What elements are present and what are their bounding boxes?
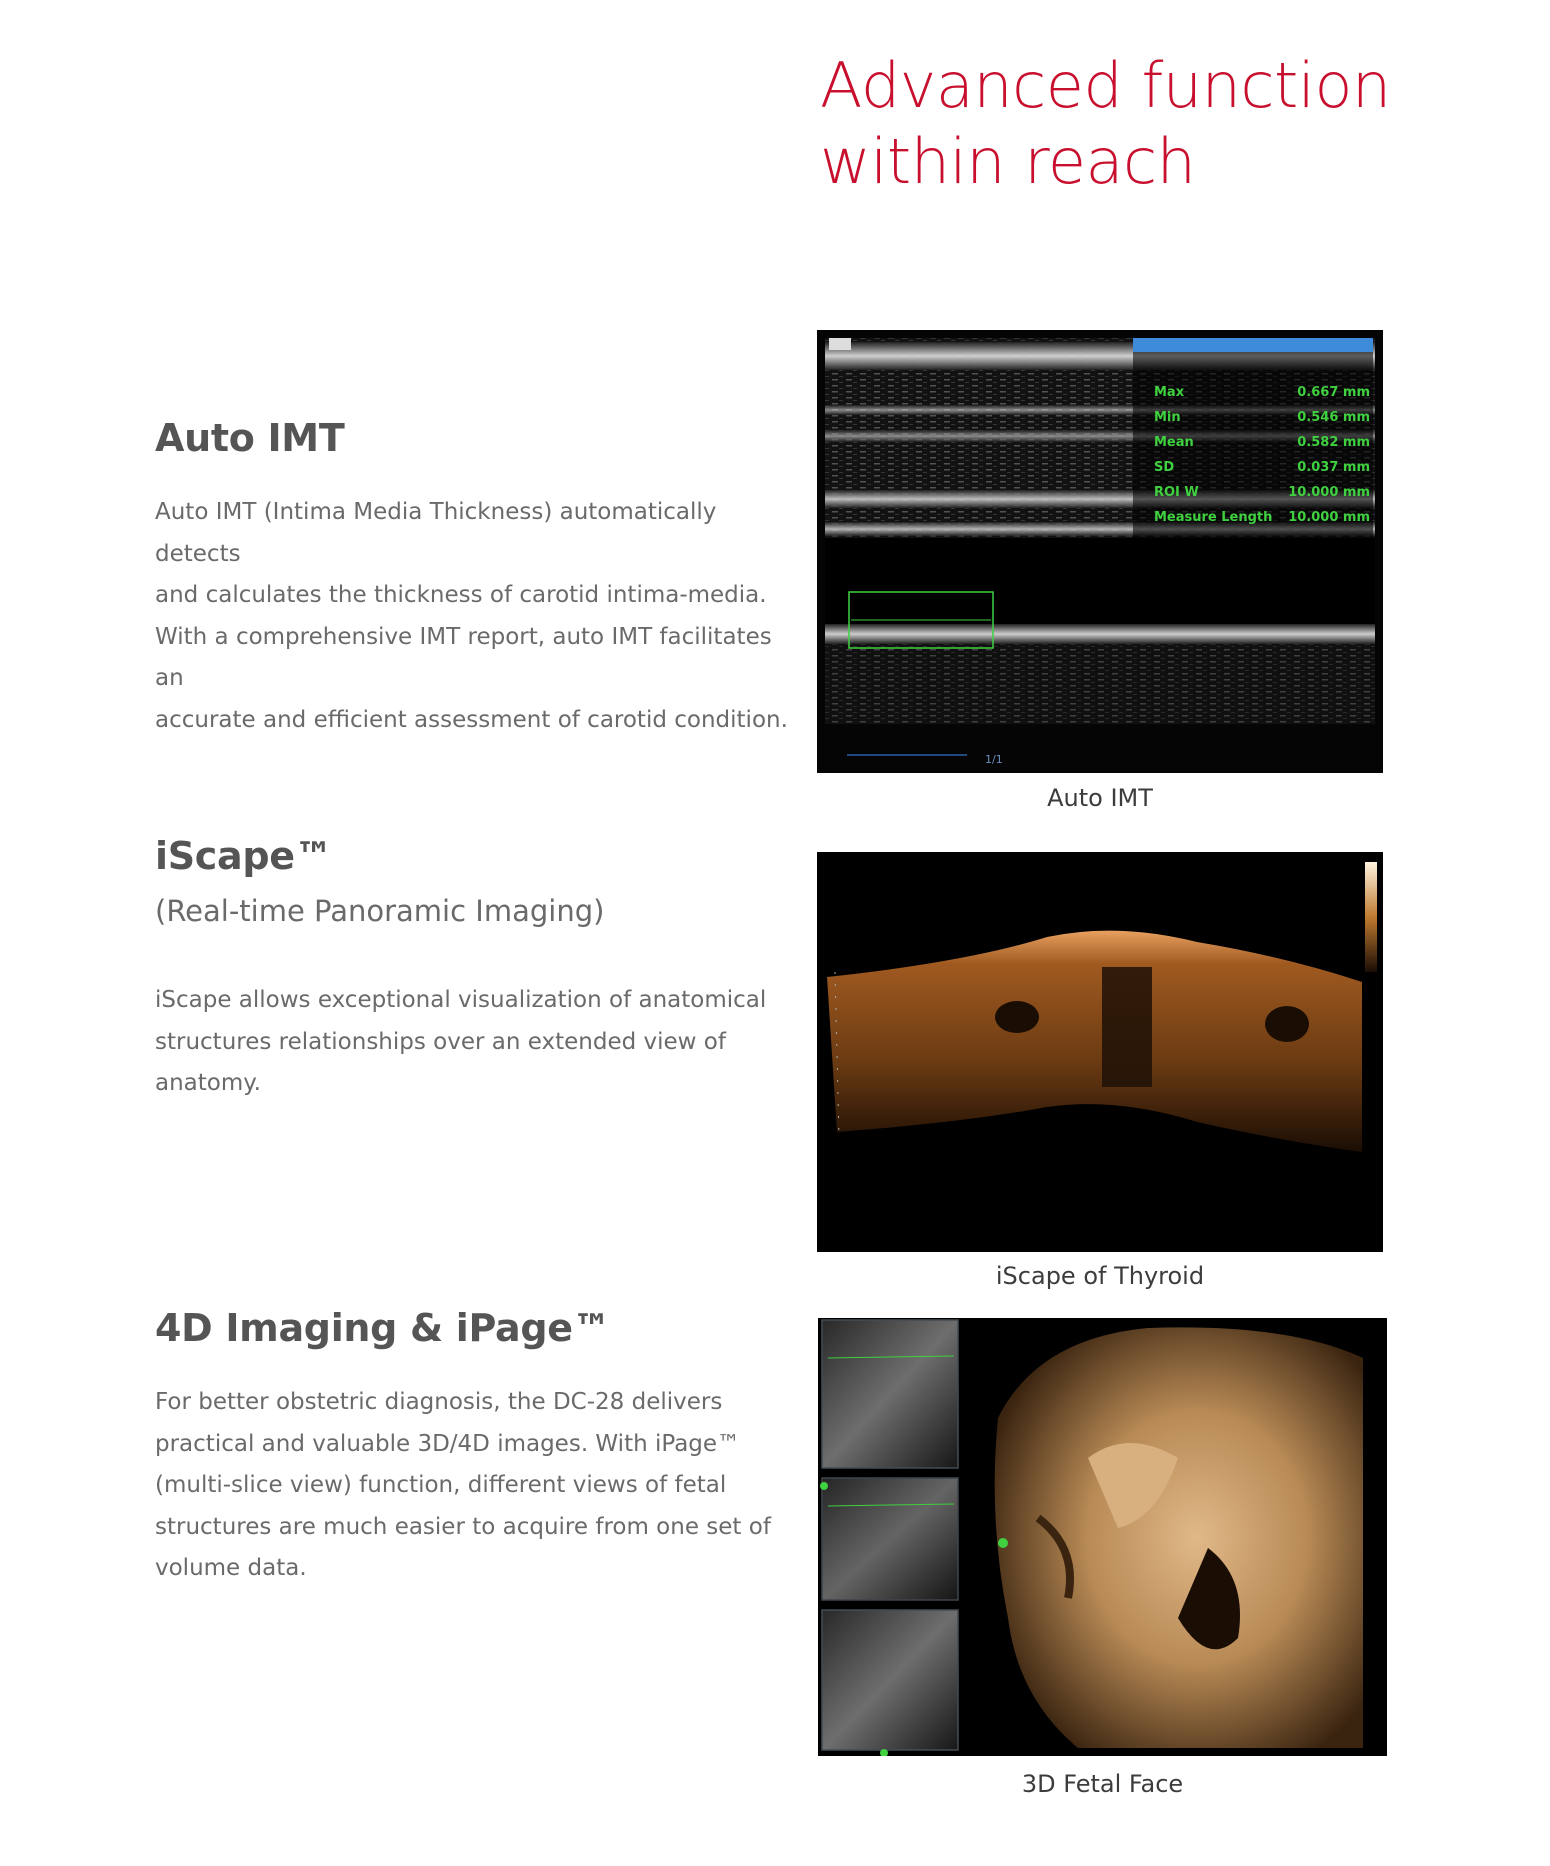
readout-row-mean: Mean 0.582 mm	[1154, 435, 1370, 450]
imt-measurement-readout	[1132, 357, 1372, 545]
caption-auto-imt: Auto IMT	[1047, 784, 1153, 812]
paragraph-line: (multi-slice view) function, different views of fetal	[155, 1472, 727, 1498]
paragraph-line: anatomy.	[155, 1070, 261, 1096]
paragraph-line: Auto IMT (Intima Media Thickness) automatically detects	[155, 499, 717, 567]
headline-line-1: Advanced function	[820, 49, 1391, 122]
section-body-auto-imt	[155, 492, 795, 741]
section-body-iscape	[155, 980, 795, 1105]
caption-iscape: iScape of Thyroid	[995, 1262, 1205, 1290]
section-title-iscape: iScape™	[155, 834, 333, 878]
frame-counter: 1/1	[985, 753, 1003, 766]
iscape-thyroid-image	[817, 852, 1383, 1252]
paragraph-line: volume data.	[155, 1555, 307, 1581]
section-title-4d-imaging: 4D Imaging & iPage™	[155, 1306, 611, 1350]
paragraph-line: practical and valuable 3D/4D images. With iPage™	[155, 1430, 741, 1457]
readout-row-max: Max 0.667 mm	[1154, 385, 1370, 400]
paragraph-line: iScape allows exceptional visualization of anatomical	[155, 987, 767, 1013]
section-body-4d-imaging	[155, 1382, 795, 1590]
paragraph-line: For better obstetric diagnosis, the DC-28 delivers	[155, 1389, 723, 1415]
section-subtitle-iscape: (Real-time Panoramic Imaging)	[155, 894, 605, 928]
fetal-face-3d-image	[818, 1318, 1387, 1756]
headline-line-2: within reach	[820, 125, 1196, 198]
readout-row-measure-length: Measure Length 10.000 mm	[1154, 510, 1370, 525]
readout-row-sd: SD 0.037 mm	[1154, 460, 1370, 475]
readout-row-min: Min 0.546 mm	[1154, 410, 1370, 425]
paragraph-line: With a comprehensive IMT report, auto IMT facilitates an	[155, 623, 772, 691]
paragraph-line: accurate and efficient assessment of carotid condition.	[155, 706, 788, 733]
paragraph-line: structures are much easier to acquire from one set of	[155, 1513, 771, 1540]
page-headline	[820, 48, 1460, 200]
paragraph-line: and calculates the thickness of carotid intima-media.	[155, 582, 767, 608]
readout-row-roi-w: ROI W 10.000 mm	[1154, 485, 1370, 500]
section-title-auto-imt: Auto IMT	[155, 416, 345, 460]
caption-4d-imaging: 3D Fetal Face	[1021, 1770, 1184, 1798]
paragraph-line: structures relationships over an extended view of	[155, 1028, 726, 1055]
